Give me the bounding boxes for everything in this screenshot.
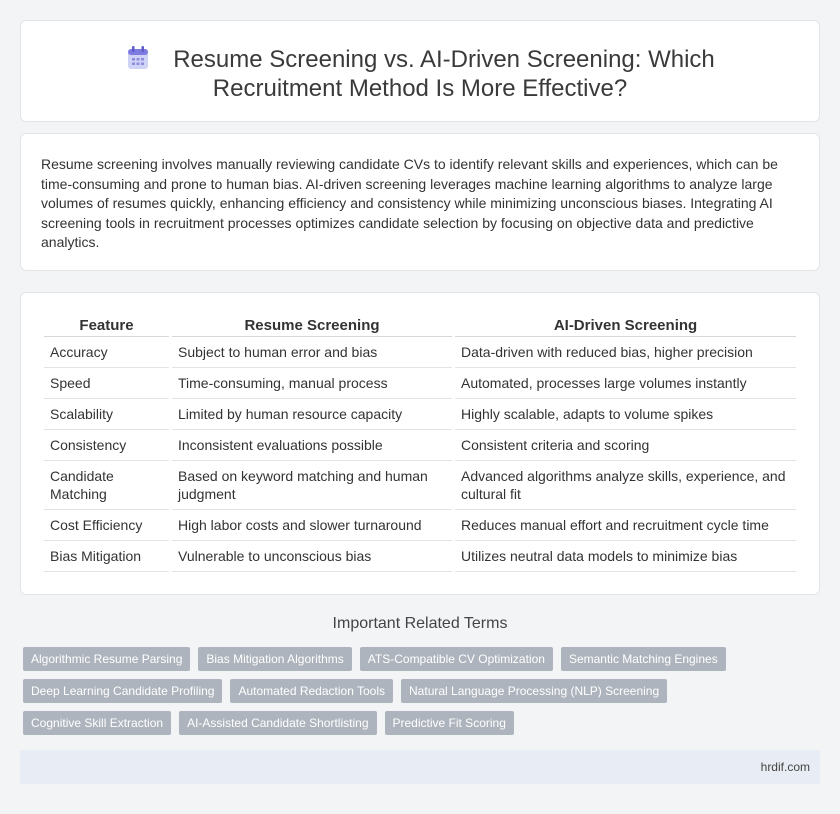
table-header-row <box>44 315 796 337</box>
table-row <box>44 510 796 541</box>
table-row <box>44 430 796 461</box>
tag-bias-mitigation-algorithms[interactable]: Bias Mitigation Algorithms <box>198 647 351 671</box>
table-row <box>44 461 796 510</box>
intro-card <box>20 133 820 271</box>
page-title: Resume Screening vs. AI-Driven Screening: Which Recruitment Method Is More Effective? <box>173 46 715 102</box>
tag-automated-redaction-tools[interactable]: Automated Redaction Tools <box>230 679 393 703</box>
related-terms-title: Important Related Terms <box>332 615 508 632</box>
tag-ats-compatible-cv-optimization[interactable]: ATS-Compatible CV Optimization <box>360 647 553 671</box>
cell-ai: Data-driven with reduced bias, higher precision <box>455 337 796 368</box>
cell-resume: High labor costs and slower turnaround <box>172 510 452 541</box>
cell-feature: Scalability <box>44 399 169 430</box>
header-card <box>20 20 820 122</box>
cell-resume: Subject to human error and bias <box>172 337 452 368</box>
cell-feature: Candidate Matching <box>44 461 169 510</box>
document-icon <box>125 45 151 71</box>
header-resume-screening: Resume Screening <box>172 315 452 337</box>
comparison-table <box>41 315 799 572</box>
header-ai-driven-screening: AI-Driven Screening <box>455 315 796 337</box>
cell-resume: Based on keyword matching and human judgment <box>172 461 452 510</box>
table-row <box>44 337 796 368</box>
title-wrap <box>61 45 779 103</box>
cell-feature: Speed <box>44 368 169 399</box>
cell-ai: Utilizes neutral data models to minimize bias <box>455 541 796 572</box>
cell-feature: Accuracy <box>44 337 169 368</box>
cell-feature: Cost Efficiency <box>44 510 169 541</box>
tag-predictive-fit-scoring[interactable]: Predictive Fit Scoring <box>385 711 514 735</box>
cell-ai: Advanced algorithms analyze skills, experience, and cultural fit <box>455 461 796 510</box>
comparison-table-card <box>20 292 820 595</box>
header-feature: Feature <box>44 315 169 337</box>
table-row <box>44 541 796 572</box>
related-terms-tags <box>23 647 823 735</box>
tag-ai-assisted-candidate-shortlisting[interactable]: AI-Assisted Candidate Shortlisting <box>179 711 376 735</box>
table-row <box>44 368 796 399</box>
cell-ai: Consistent criteria and scoring <box>455 430 796 461</box>
cell-feature: Consistency <box>44 430 169 461</box>
tag-deep-learning-candidate-profiling[interactable]: Deep Learning Candidate Profiling <box>23 679 222 703</box>
cell-ai: Reduces manual effort and recruitment cycle time <box>455 510 796 541</box>
tag-algorithmic-resume-parsing[interactable]: Algorithmic Resume Parsing <box>23 647 190 671</box>
cell-resume: Vulnerable to unconscious bias <box>172 541 452 572</box>
cell-resume: Inconsistent evaluations possible <box>172 430 452 461</box>
table-row <box>44 399 796 430</box>
cell-ai: Highly scalable, adapts to volume spikes <box>455 399 796 430</box>
tag-semantic-matching-engines[interactable]: Semantic Matching Engines <box>561 647 726 671</box>
footer-site-link[interactable]: hrdif.com <box>760 760 810 774</box>
intro-paragraph: Resume screening involves manually reviewing candidate CVs to identify relevant skills and experiences, which can be time-consuming and prone to human bias. AI-driven screening leverages machine learning algorithms to analyze large volumes of resumes quickly, enhancing efficiency and consistency while minimizing unconscious biases. Integrating AI screening tools in recruitment processes optimizes candidate selection by focusing on objective data and predictive analytics. <box>41 156 778 251</box>
cell-ai: Automated, processes large volumes instantly <box>455 368 796 399</box>
cell-feature: Bias Mitigation <box>44 541 169 572</box>
tag-cognitive-skill-extraction[interactable]: Cognitive Skill Extraction <box>23 711 171 735</box>
cell-resume: Time-consuming, manual process <box>172 368 452 399</box>
cell-resume: Limited by human resource capacity <box>172 399 452 430</box>
tag-nlp-screening[interactable]: Natural Language Processing (NLP) Screening <box>401 679 667 703</box>
footer <box>20 750 820 784</box>
